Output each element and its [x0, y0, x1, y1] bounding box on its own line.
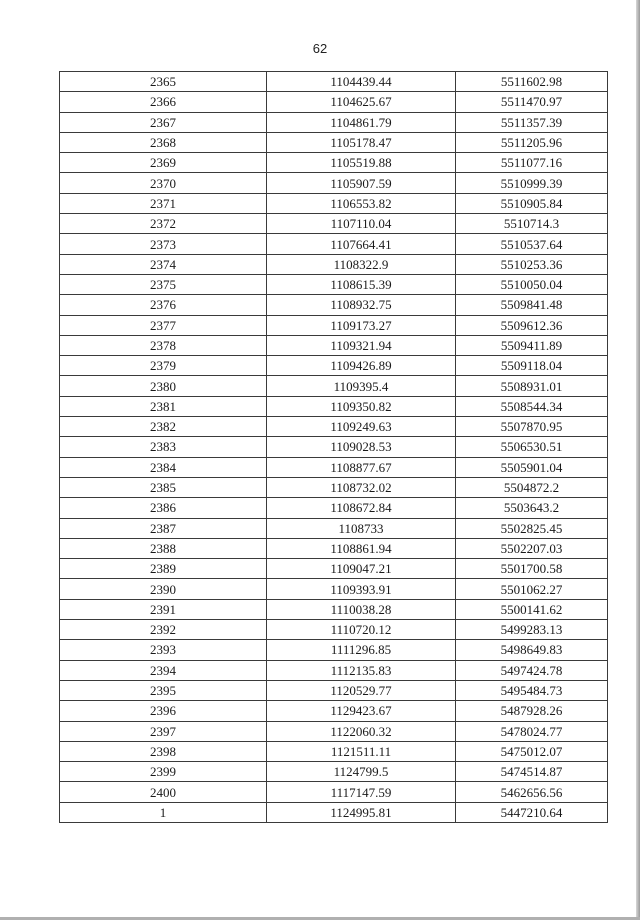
x-coordinate-cell: 1109350.82 — [267, 396, 456, 416]
point-number-cell: 2370 — [60, 173, 267, 193]
table-row — [60, 579, 608, 599]
x-coordinate-cell: 1109047.21 — [267, 559, 456, 579]
x-coordinate-cell: 1109426.89 — [267, 356, 456, 376]
point-number-cell: 2379 — [60, 356, 267, 376]
table-row — [60, 193, 608, 213]
x-coordinate-cell: 1107664.41 — [267, 234, 456, 254]
point-number-cell: 2399 — [60, 762, 267, 782]
point-number-cell: 2374 — [60, 254, 267, 274]
y-coordinate-cell: 5506530.51 — [456, 437, 608, 457]
y-coordinate-cell: 5501700.58 — [456, 559, 608, 579]
table-row — [60, 335, 608, 355]
table-row — [60, 254, 608, 274]
table-row — [60, 802, 608, 822]
table-row — [60, 376, 608, 396]
point-number-cell: 2369 — [60, 153, 267, 173]
y-coordinate-cell: 5478024.77 — [456, 721, 608, 741]
y-coordinate-cell: 5508544.34 — [456, 396, 608, 416]
x-coordinate-cell: 1108733 — [267, 518, 456, 538]
table-row — [60, 640, 608, 660]
table-row — [60, 741, 608, 761]
point-number-cell: 2393 — [60, 640, 267, 660]
x-coordinate-cell: 1111296.85 — [267, 640, 456, 660]
table-row — [60, 112, 608, 132]
x-coordinate-cell: 1121511.11 — [267, 741, 456, 761]
table-row — [60, 153, 608, 173]
y-coordinate-cell: 5502825.45 — [456, 518, 608, 538]
table-row — [60, 234, 608, 254]
point-number-cell: 2395 — [60, 680, 267, 700]
y-coordinate-cell: 5447210.64 — [456, 802, 608, 822]
point-number-cell: 2377 — [60, 315, 267, 335]
point-number-cell: 2397 — [60, 721, 267, 741]
y-coordinate-cell: 5510253.36 — [456, 254, 608, 274]
point-number-cell: 2389 — [60, 559, 267, 579]
page-number: 62 — [312, 41, 328, 56]
y-coordinate-cell: 5510537.64 — [456, 234, 608, 254]
x-coordinate-cell: 1109173.27 — [267, 315, 456, 335]
y-coordinate-cell: 5509841.48 — [456, 295, 608, 315]
y-coordinate-cell: 5508931.01 — [456, 376, 608, 396]
x-coordinate-cell: 1105907.59 — [267, 173, 456, 193]
x-coordinate-cell: 1109249.63 — [267, 417, 456, 437]
table-row — [60, 518, 608, 538]
point-number-cell: 2386 — [60, 498, 267, 518]
y-coordinate-cell: 5487928.26 — [456, 701, 608, 721]
point-number-cell: 2388 — [60, 538, 267, 558]
point-number-cell: 2381 — [60, 396, 267, 416]
point-number-cell: 2391 — [60, 599, 267, 619]
table-row — [60, 214, 608, 234]
table-row — [60, 680, 608, 700]
point-number-cell: 2373 — [60, 234, 267, 254]
y-coordinate-cell: 5504872.2 — [456, 477, 608, 497]
table-row — [60, 498, 608, 518]
y-coordinate-cell: 5474514.87 — [456, 762, 608, 782]
table-row — [60, 538, 608, 558]
y-coordinate-cell: 5511602.98 — [456, 72, 608, 92]
x-coordinate-cell: 1117147.59 — [267, 782, 456, 802]
table-row — [60, 620, 608, 640]
x-coordinate-cell: 1108877.67 — [267, 457, 456, 477]
y-coordinate-cell: 5511357.39 — [456, 112, 608, 132]
x-coordinate-cell: 1108732.02 — [267, 477, 456, 497]
y-coordinate-cell: 5509118.04 — [456, 356, 608, 376]
y-coordinate-cell: 5509612.36 — [456, 315, 608, 335]
x-coordinate-cell: 1105519.88 — [267, 153, 456, 173]
x-coordinate-cell: 1108861.94 — [267, 538, 456, 558]
y-coordinate-cell: 5501062.27 — [456, 579, 608, 599]
point-number-cell: 2372 — [60, 214, 267, 234]
x-coordinate-cell: 1105178.47 — [267, 132, 456, 152]
y-coordinate-cell: 5475012.07 — [456, 741, 608, 761]
table-row — [60, 559, 608, 579]
point-number-cell: 2384 — [60, 457, 267, 477]
y-coordinate-cell: 5497424.78 — [456, 660, 608, 680]
x-coordinate-cell: 1122060.32 — [267, 721, 456, 741]
x-coordinate-cell: 1109393.91 — [267, 579, 456, 599]
point-number-cell: 2398 — [60, 741, 267, 761]
x-coordinate-cell: 1108672.84 — [267, 498, 456, 518]
x-coordinate-cell: 1129423.67 — [267, 701, 456, 721]
x-coordinate-cell: 1104625.67 — [267, 92, 456, 112]
y-coordinate-cell: 5462656.56 — [456, 782, 608, 802]
point-number-cell: 2368 — [60, 132, 267, 152]
point-number-cell: 2396 — [60, 701, 267, 721]
x-coordinate-cell: 1108322.9 — [267, 254, 456, 274]
point-number-cell: 2383 — [60, 437, 267, 457]
table-row — [60, 782, 608, 802]
y-coordinate-cell: 5495484.73 — [456, 680, 608, 700]
y-coordinate-cell: 5503643.2 — [456, 498, 608, 518]
x-coordinate-cell: 1110038.28 — [267, 599, 456, 619]
table-row — [60, 315, 608, 335]
y-coordinate-cell: 5511205.96 — [456, 132, 608, 152]
y-coordinate-cell: 5500141.62 — [456, 599, 608, 619]
y-coordinate-cell: 5510714.3 — [456, 214, 608, 234]
x-coordinate-cell: 1124799.5 — [267, 762, 456, 782]
x-coordinate-cell: 1109395.4 — [267, 376, 456, 396]
coordinates-table-body — [60, 72, 608, 823]
x-coordinate-cell: 1112135.83 — [267, 660, 456, 680]
x-coordinate-cell: 1107110.04 — [267, 214, 456, 234]
point-number-cell: 2378 — [60, 335, 267, 355]
x-coordinate-cell: 1104439.44 — [267, 72, 456, 92]
x-coordinate-cell: 1110720.12 — [267, 620, 456, 640]
coordinates-table — [59, 71, 608, 823]
table-row — [60, 92, 608, 112]
scan-edge-right — [636, 0, 640, 920]
x-coordinate-cell: 1106553.82 — [267, 193, 456, 213]
point-number-cell: 2392 — [60, 620, 267, 640]
y-coordinate-cell: 5507870.95 — [456, 417, 608, 437]
x-coordinate-cell: 1109028.53 — [267, 437, 456, 457]
table-row — [60, 660, 608, 680]
y-coordinate-cell: 5505901.04 — [456, 457, 608, 477]
point-number-cell: 2376 — [60, 295, 267, 315]
y-coordinate-cell: 5511470.97 — [456, 92, 608, 112]
point-number-cell: 2394 — [60, 660, 267, 680]
table-row — [60, 721, 608, 741]
table-row — [60, 132, 608, 152]
point-number-cell: 2366 — [60, 92, 267, 112]
point-number-cell: 2365 — [60, 72, 267, 92]
point-number-cell: 2375 — [60, 274, 267, 294]
y-coordinate-cell: 5509411.89 — [456, 335, 608, 355]
x-coordinate-cell: 1104861.79 — [267, 112, 456, 132]
point-number-cell: 2371 — [60, 193, 267, 213]
point-number-cell: 2380 — [60, 376, 267, 396]
point-number-cell: 2367 — [60, 112, 267, 132]
point-number-cell: 2387 — [60, 518, 267, 538]
y-coordinate-cell: 5511077.16 — [456, 153, 608, 173]
point-number-cell: 2390 — [60, 579, 267, 599]
table-row — [60, 173, 608, 193]
table-row — [60, 295, 608, 315]
table-row — [60, 437, 608, 457]
point-number-cell: 1 — [60, 802, 267, 822]
y-coordinate-cell: 5498649.83 — [456, 640, 608, 660]
table-row — [60, 396, 608, 416]
x-coordinate-cell: 1109321.94 — [267, 335, 456, 355]
x-coordinate-cell: 1124995.81 — [267, 802, 456, 822]
x-coordinate-cell: 1108615.39 — [267, 274, 456, 294]
table-row — [60, 477, 608, 497]
table-row — [60, 274, 608, 294]
table-row — [60, 72, 608, 92]
y-coordinate-cell: 5502207.03 — [456, 538, 608, 558]
table-row — [60, 599, 608, 619]
point-number-cell: 2400 — [60, 782, 267, 802]
x-coordinate-cell: 1108932.75 — [267, 295, 456, 315]
point-number-cell: 2385 — [60, 477, 267, 497]
y-coordinate-cell: 5510905.84 — [456, 193, 608, 213]
y-coordinate-cell: 5499283.13 — [456, 620, 608, 640]
y-coordinate-cell: 5510999.39 — [456, 173, 608, 193]
table-row — [60, 356, 608, 376]
x-coordinate-cell: 1120529.77 — [267, 680, 456, 700]
table-row — [60, 457, 608, 477]
table-row — [60, 701, 608, 721]
table-row — [60, 417, 608, 437]
point-number-cell: 2382 — [60, 417, 267, 437]
y-coordinate-cell: 5510050.04 — [456, 274, 608, 294]
table-row — [60, 762, 608, 782]
